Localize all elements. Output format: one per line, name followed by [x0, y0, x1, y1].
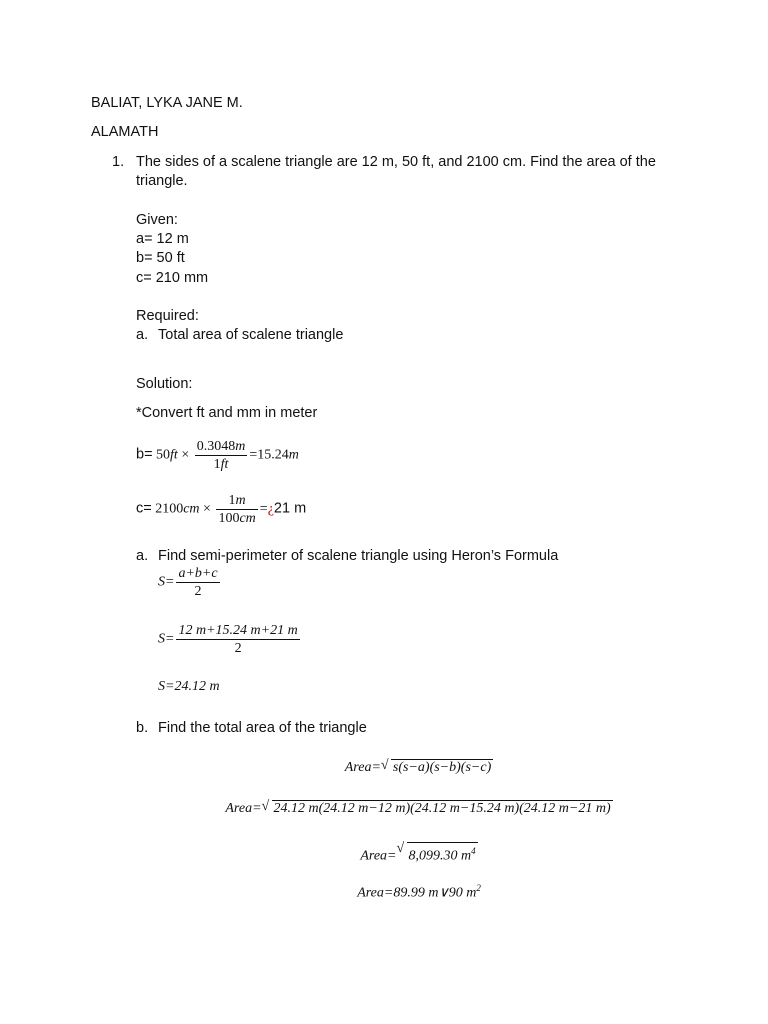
given-c: c= 210 mm	[136, 270, 209, 286]
given-label: Given:	[136, 212, 178, 228]
heron-substitution: Area=√ 24.12 m(24.12 m−12 m)(24.12 m−15.24 m)(24.12 m−21 m)	[0, 800, 768, 817]
step-a-letter: a.	[136, 548, 149, 564]
step-b-letter: b.	[136, 720, 149, 736]
problem-number: 1.	[112, 154, 125, 170]
step-a-text: Find semi-perimeter of scalene triangle using Heron’s Formula	[158, 548, 559, 564]
conversion-b-fraction: $\frac{0.3048m}{1ft}$	[196, 439, 246, 472]
given-a: a= 12 m	[136, 231, 189, 247]
conversion-c-fraction: $\frac{1m}{100cm}$	[218, 493, 256, 526]
problem-text-line2: triangle.	[136, 173, 188, 189]
inverted-question-glyph: ¿	[267, 501, 274, 517]
area-result: Area=89.99 m∨90 $m^2$	[357, 883, 481, 901]
semi-perimeter-substitution: S= $\frac{12 m+15.24 m+21 m}{2}$	[158, 623, 298, 656]
heron-simplified: Area=√ 8,099.30 $m^4$	[0, 842, 768, 865]
problem-text-line1: The sides of a scalene triangle are 12 m, 50 ft, and 2100 cm. Find the area of the	[136, 154, 656, 170]
student-name: BALIAT, LYKA JANE M.	[91, 95, 243, 111]
semi-perimeter-formula: S= $\frac{a+b+c}{2}$	[158, 566, 218, 599]
required-label: Required:	[136, 308, 199, 324]
convert-note: *Convert ft and mm in meter	[136, 405, 318, 421]
section-name: ALAMATH	[91, 124, 159, 140]
solution-label: Solution:	[136, 376, 193, 392]
heron-formula: Area=√ s(s−a)(s−b)(s−c)	[0, 759, 768, 776]
semi-perimeter-result: S=24.12 m	[158, 679, 220, 694]
given-b: b= 50 ft	[136, 250, 185, 266]
conversion-c: c= 2100cm × $\frac{1m}{100cm}$ =¿21 m	[136, 493, 307, 526]
required-item-letter: a.	[136, 327, 149, 343]
conversion-b: b= 50ft × $\frac{0.3048m}{1ft}$ =15.24m	[136, 439, 299, 472]
step-b-text: Find the total area of the triangle	[158, 720, 367, 736]
required-item-text: Total area of scalene triangle	[158, 327, 344, 343]
